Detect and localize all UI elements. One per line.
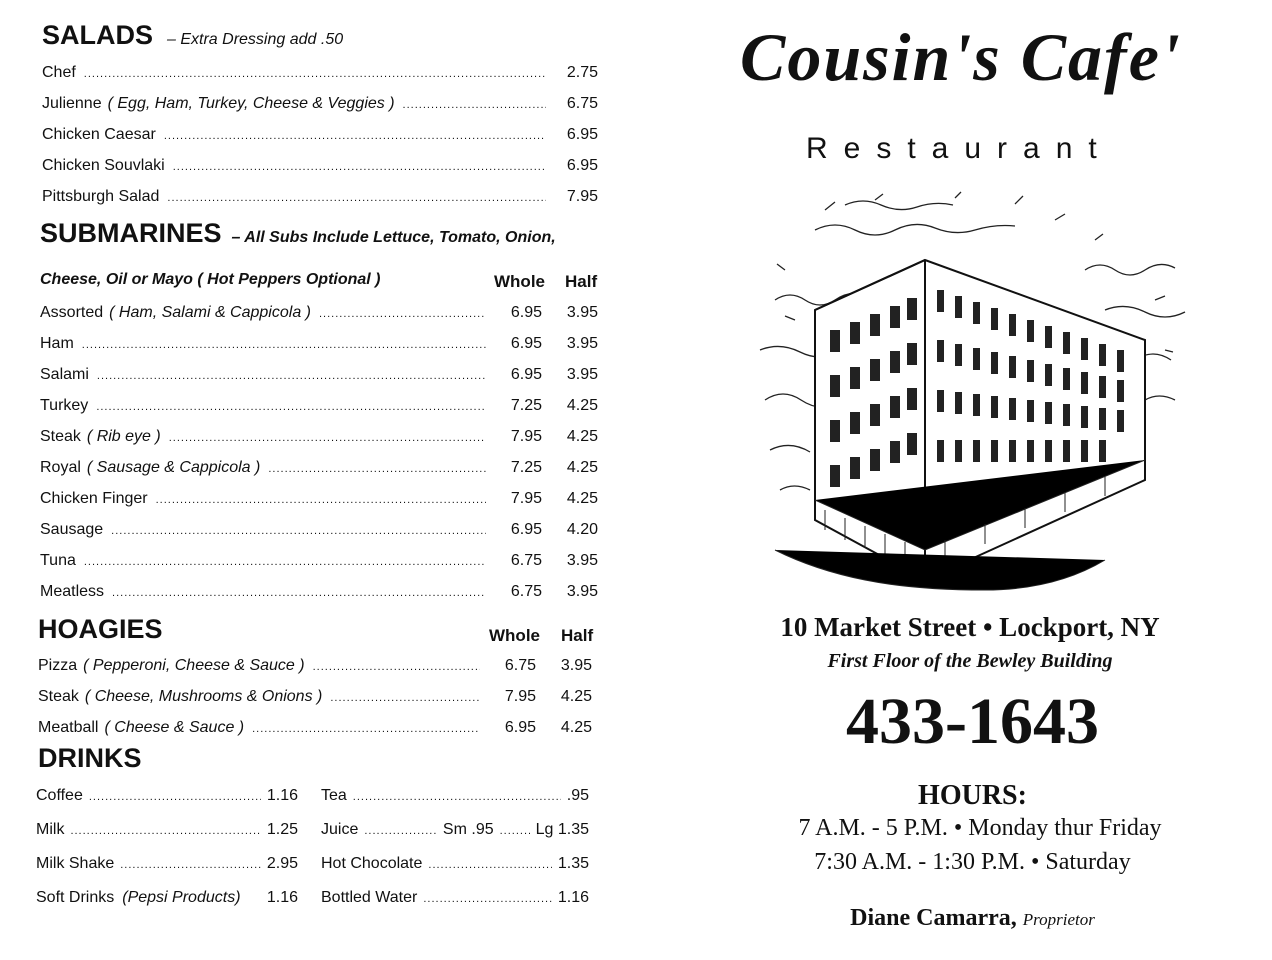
item-name: Royal — [40, 459, 81, 476]
item-name: Pizza — [38, 657, 78, 674]
item-price-half: 4.20 — [566, 521, 598, 538]
salads-note: – Extra Dressing add .50 — [167, 31, 344, 48]
drink-row — [36, 787, 298, 805]
drink-name: Soft Drinks — [36, 889, 115, 906]
item-price: 2.75 — [566, 64, 598, 81]
item-price-whole: 6.75 — [510, 552, 542, 569]
dot-leader — [167, 192, 546, 204]
drink-price-small: Sm .95 — [442, 821, 494, 838]
dot-leader — [120, 859, 261, 871]
drink-row — [321, 821, 589, 839]
item-price: 7.95 — [566, 188, 598, 205]
item-price-whole: 6.95 — [510, 521, 542, 538]
drink-row — [36, 889, 298, 907]
dot-leader — [252, 723, 480, 735]
drinks-title: DRINKS — [38, 743, 142, 773]
drink-price: .95 — [566, 787, 589, 804]
menu-item-row — [40, 552, 598, 570]
item-name: Sausage — [40, 521, 104, 538]
item-price: 6.95 — [566, 126, 598, 143]
cafe-address: 10 Market Street • Lockport, NY — [780, 612, 1160, 642]
item-price-whole: 7.25 — [510, 459, 542, 476]
hours-weekday — [700, 815, 1260, 842]
item-price: 6.75 — [566, 95, 598, 112]
menu-item-row — [40, 583, 598, 601]
item-price-whole: 6.95 — [510, 304, 542, 321]
menu-item-row — [42, 64, 598, 82]
item-price-whole: 6.95 — [510, 335, 542, 352]
item-price-half: 4.25 — [566, 459, 598, 476]
item-name: Tuna — [40, 552, 76, 569]
item-description: ( Cheese, Mushrooms & Onions ) — [84, 688, 323, 705]
item-price-half: 4.25 — [560, 719, 592, 736]
item-name: Pittsburgh Salad — [42, 188, 160, 205]
drink-price: 1.25 — [266, 821, 298, 838]
item-price-half: 4.25 — [560, 688, 592, 705]
menu-item-row — [38, 719, 592, 737]
hoagies-title: HOAGIES — [38, 614, 163, 644]
dot-leader — [156, 494, 486, 506]
dot-leader — [84, 556, 486, 568]
item-price-half: 3.95 — [566, 583, 598, 600]
cafe-building: First Floor of the Bewley Building — [827, 650, 1113, 672]
drink-name: Tea — [321, 787, 347, 804]
proprietor-name: Diane Camarra, — [850, 905, 1017, 931]
submarines-note-line1: – All Subs Include Lettuce, Tomato, Onion, — [231, 229, 556, 246]
drink-name: Coffee — [36, 787, 83, 804]
submarines-note-line2: Cheese, Oil or Mayo ( Hot Peppers Optional ) — [40, 271, 381, 288]
item-price-half: 3.95 — [566, 335, 598, 352]
drink-name: Hot Chocolate — [321, 855, 423, 872]
submarines-col-whole: Whole — [494, 272, 545, 291]
menu-item-row — [40, 335, 598, 353]
item-price-whole: 6.75 — [510, 583, 542, 600]
item-name: Meatless — [40, 583, 105, 600]
drink-price: 1.16 — [266, 889, 298, 906]
item-name: Turkey — [40, 397, 89, 414]
proprietor-title: Proprietor — [1022, 910, 1095, 929]
item-description: ( Egg, Ham, Turkey, Cheese & Veggies ) — [107, 95, 395, 112]
drink-row — [321, 889, 589, 907]
dot-leader — [84, 68, 546, 80]
menu-item-row — [42, 157, 598, 175]
item-price-half: 4.25 — [566, 428, 598, 445]
dot-leader — [164, 130, 546, 142]
item-price-half: 3.95 — [560, 657, 592, 674]
menu-item-row — [40, 304, 598, 322]
proprietor-line — [700, 905, 1245, 932]
dot-leader — [96, 401, 486, 413]
item-price-whole: 7.25 — [510, 397, 542, 414]
item-price-half: 4.25 — [566, 397, 598, 414]
item-description: ( Rib eye ) — [86, 428, 161, 445]
item-name: Chicken Finger — [40, 490, 148, 507]
item-name: Meatball — [38, 719, 99, 736]
item-description: ( Cheese & Sauce ) — [104, 719, 245, 736]
item-name: Chicken Caesar — [42, 126, 156, 143]
item-price-whole: 7.95 — [510, 490, 542, 507]
menu-item-row — [40, 490, 598, 508]
drink-description: (Pepsi Products) — [122, 889, 241, 906]
hours-title: HOURS: — [918, 780, 1027, 811]
item-name: Chef — [42, 64, 76, 81]
item-price-whole: 6.95 — [510, 366, 542, 383]
drink-name: Milk Shake — [36, 855, 115, 872]
item-price-half: 3.95 — [566, 366, 598, 383]
hoagies-col-whole: Whole — [489, 626, 540, 645]
hours-weekday-text: 7 A.M. - 5 P.M. • Monday thur Friday — [798, 815, 1162, 841]
menu-item-row — [42, 95, 598, 113]
salads-section-header — [42, 20, 343, 51]
drink-row — [36, 821, 298, 839]
item-description: ( Pepperoni, Cheese & Sauce ) — [83, 657, 305, 674]
menu-item-row — [40, 397, 598, 415]
bewley-building-illustration — [755, 190, 1205, 600]
dot-leader — [403, 99, 546, 111]
item-description: ( Sausage & Cappicola ) — [86, 459, 261, 476]
drink-row — [321, 787, 589, 805]
dot-leader — [89, 791, 261, 803]
cafe-phone: 433-1643 — [846, 685, 1099, 758]
menu-item-row — [40, 428, 598, 446]
dot-leader — [428, 859, 551, 871]
item-price-whole: 6.95 — [504, 719, 536, 736]
drink-price: Lg 1.35 — [535, 821, 589, 838]
drink-name: Juice — [321, 821, 359, 838]
dot-leader — [364, 825, 437, 837]
menu-item-row — [42, 188, 598, 206]
menu-item-row — [40, 521, 598, 539]
drink-row — [36, 855, 298, 873]
menu-item-row — [40, 366, 598, 384]
item-name: Chicken Souvlaki — [42, 157, 165, 174]
dot-leader — [97, 370, 486, 382]
item-price-half: 3.95 — [566, 304, 598, 321]
item-name: Assorted — [40, 304, 104, 321]
menu-item-row — [38, 688, 592, 706]
item-price-half: 3.95 — [566, 552, 598, 569]
drink-row — [321, 855, 589, 873]
menu-item-row — [40, 459, 598, 477]
dot-leader — [268, 463, 486, 475]
dot-leader — [112, 587, 486, 599]
drink-price: 1.16 — [266, 787, 298, 804]
item-name: Steak — [40, 428, 81, 445]
dot-leader — [70, 825, 260, 837]
salads-title: SALADS — [42, 20, 154, 50]
item-name: Steak — [38, 688, 79, 705]
dot-leader — [313, 661, 480, 673]
item-price-whole: 6.75 — [504, 657, 536, 674]
submarines-title: SUBMARINES — [40, 218, 222, 248]
submarines-section-header — [40, 218, 556, 249]
drink-price: 1.35 — [557, 855, 589, 872]
hoagies-col-half: Half — [561, 626, 594, 645]
dot-leader — [330, 692, 480, 704]
cafe-logo-name: Cousin's Cafe' — [740, 19, 1182, 95]
cafe-subtitle: Restaurant — [806, 132, 1113, 165]
item-name: Julienne — [42, 95, 102, 112]
item-name: Salami — [40, 366, 89, 383]
menu-item-row — [38, 657, 592, 675]
drink-price: 2.95 — [266, 855, 298, 872]
drink-name: Milk — [36, 821, 65, 838]
item-price-half: 4.25 — [566, 490, 598, 507]
dot-leader — [500, 825, 530, 837]
item-price: 6.95 — [566, 157, 598, 174]
dot-leader — [169, 432, 486, 444]
dot-leader — [111, 525, 486, 537]
dot-leader — [82, 339, 486, 351]
hours-saturday: 7:30 A.M. - 1:30 P.M. • Saturday — [814, 849, 1131, 875]
item-description: ( Ham, Salami & Cappicola ) — [109, 304, 311, 321]
dot-leader — [353, 791, 561, 803]
item-price-whole: 7.95 — [504, 688, 536, 705]
submarines-col-half: Half — [565, 272, 598, 291]
dot-leader — [423, 893, 552, 905]
dot-leader — [319, 308, 486, 320]
dot-leader — [173, 161, 546, 173]
drink-name: Bottled Water — [321, 889, 418, 906]
drink-price: 1.16 — [557, 889, 589, 906]
menu-item-row — [42, 126, 598, 144]
item-name: Ham — [40, 335, 74, 352]
item-price-whole: 7.95 — [510, 428, 542, 445]
